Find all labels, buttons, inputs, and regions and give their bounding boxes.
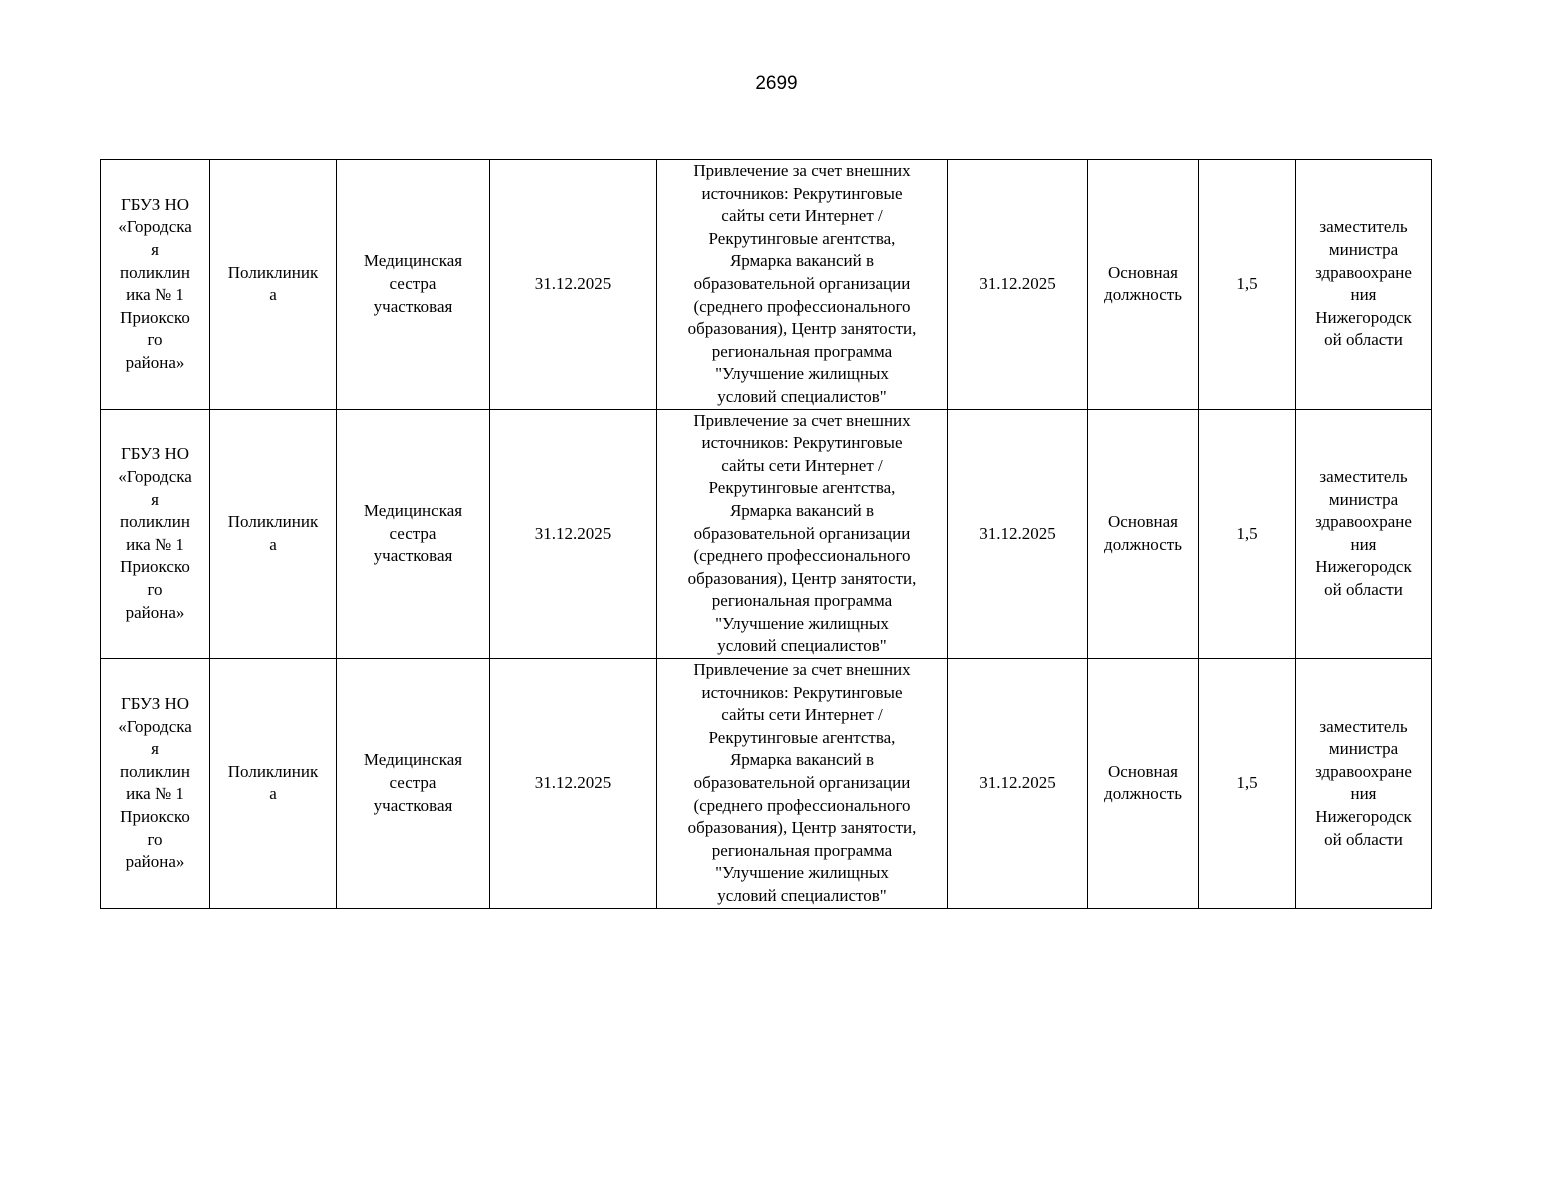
table-row	[101, 160, 1432, 410]
rate-cell: 1,5	[1199, 659, 1296, 909]
job-type-cell: Основная должность	[1088, 160, 1199, 410]
department-cell: Поликлиник а	[210, 160, 337, 410]
department-cell: Поликлиник а	[210, 409, 337, 659]
recruitment-method-cell: Привлечение за счет внешних источников: Рекрутинговые сайты сети Интернет / Рекрутинговые агентства, Ярмарка вакансий в образовательной организации (среднего профессионального образования), Центр занятости, региональная программа "Улучшение жилищных условий специалистов"	[657, 160, 948, 410]
vacancy-table	[100, 159, 1432, 909]
recruitment-method-cell: Привлечение за счет внешних источников: Рекрутинговые сайты сети Интернет / Рекрутинговые агентства, Ярмарка вакансий в образовательной организации (среднего профессионального образования), Центр занятости, региональная программа "Улучшение жилищных условий специалистов"	[657, 659, 948, 909]
vacancy-date-cell: 31.12.2025	[490, 659, 657, 909]
vacancy-date-cell: 31.12.2025	[490, 409, 657, 659]
planned-date-cell: 31.12.2025	[948, 409, 1088, 659]
job-type-cell: Основная должность	[1088, 659, 1199, 909]
planned-date-cell: 31.12.2025	[948, 160, 1088, 410]
vacancy-date-cell: 31.12.2025	[490, 160, 657, 410]
planned-date-cell: 31.12.2025	[948, 659, 1088, 909]
organization-cell: ГБУЗ НО «Городска я поликлин ика № 1 Приокско го района»	[101, 659, 210, 909]
position-cell: Медицинская сестра участковая	[337, 409, 490, 659]
table-row	[101, 659, 1432, 909]
organization-cell: ГБУЗ НО «Городска я поликлин ика № 1 Приокско го района»	[101, 160, 210, 410]
position-cell: Медицинская сестра участковая	[337, 659, 490, 909]
department-cell: Поликлиник а	[210, 659, 337, 909]
page-number: 2699	[755, 73, 798, 94]
table-row	[101, 409, 1432, 659]
responsible-cell: заместитель министра здравоохране ния Нижегородск ой области	[1296, 160, 1432, 410]
rate-cell: 1,5	[1199, 160, 1296, 410]
organization-cell: ГБУЗ НО «Городска я поликлин ика № 1 Приокско го района»	[101, 409, 210, 659]
responsible-cell: заместитель министра здравоохране ния Нижегородск ой области	[1296, 409, 1432, 659]
responsible-cell: заместитель министра здравоохране ния Нижегородск ой области	[1296, 659, 1432, 909]
rate-cell: 1,5	[1199, 409, 1296, 659]
recruitment-method-cell: Привлечение за счет внешних источников: Рекрутинговые сайты сети Интернет / Рекрутинговые агентства, Ярмарка вакансий в образовательной организации (среднего профессионального образования), Центр занятости, региональная программа "Улучшение жилищных условий специалистов"	[657, 409, 948, 659]
position-cell: Медицинская сестра участковая	[337, 160, 490, 410]
job-type-cell: Основная должность	[1088, 409, 1199, 659]
